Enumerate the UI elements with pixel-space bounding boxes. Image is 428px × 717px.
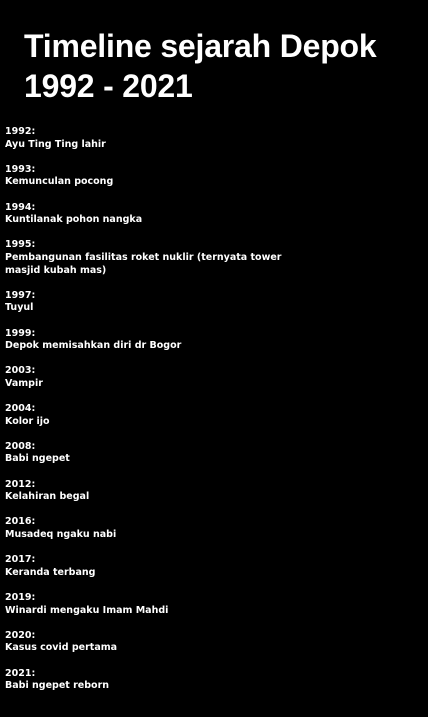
entry-event: Kelahiran begal — [5, 491, 90, 503]
entry-event: Pembangunan fasilitas roket nuklir (ternyata tower masjid kubah mas) — [5, 251, 282, 276]
entry-year: 2003: — [5, 365, 36, 377]
entry-event: Babi ngepet — [5, 453, 70, 465]
entry-event: Kuntilanak pohon nangka — [5, 214, 143, 226]
timeline-entry — [5, 328, 305, 353]
timeline-entry — [5, 239, 305, 277]
timeline-entry — [5, 126, 305, 151]
entry-year: 2017: — [5, 554, 36, 566]
entry-event: Babi ngepet reborn — [5, 680, 110, 692]
timeline-entry — [5, 592, 305, 617]
entry-year: 2016: — [5, 516, 36, 528]
timeline-entry — [5, 403, 305, 428]
entry-year: 1999: — [5, 327, 36, 339]
title-line-1: Timeline sejarah Depok — [24, 28, 377, 64]
timeline-entry — [5, 441, 305, 466]
title-line-2: 1992 - 2021 — [24, 68, 193, 104]
entry-event: Kasus covid pertama — [5, 642, 118, 654]
entry-event: Winardi mengaku Imam Mahdi — [5, 604, 169, 616]
entry-year: 1995: — [5, 239, 36, 251]
timeline-entry — [5, 554, 305, 579]
timeline-entry — [5, 668, 305, 693]
timeline-list — [5, 126, 305, 705]
entry-event: Vampir — [5, 377, 43, 389]
timeline-entry — [5, 479, 305, 504]
entry-year: 2004: — [5, 403, 36, 415]
entry-event: Keranda terbang — [5, 566, 96, 578]
timeline-entry — [5, 202, 305, 227]
page-title — [24, 26, 377, 106]
entry-event: Ayu Ting Ting lahir — [5, 138, 106, 150]
entry-year: 2008: — [5, 440, 36, 452]
entry-year: 2020: — [5, 629, 36, 641]
entry-year: 2019: — [5, 591, 36, 603]
entry-year: 1994: — [5, 201, 36, 213]
entry-year: 1993: — [5, 163, 36, 175]
entry-event: Kolor ijo — [5, 415, 50, 427]
entry-event: Tuyul — [5, 302, 34, 314]
entry-year: 1997: — [5, 289, 36, 301]
timeline-entry — [5, 164, 305, 189]
entry-event: Depok memisahkan diri dr Bogor — [5, 340, 182, 352]
timeline-entry — [5, 630, 305, 655]
timeline-entry — [5, 365, 305, 390]
entry-event: Musadeq ngaku nabi — [5, 529, 117, 540]
timeline-entry — [5, 516, 305, 541]
timeline-entry — [5, 290, 305, 315]
entry-year: 1992: — [5, 126, 36, 137]
entry-event: Kemunculan pocong — [5, 176, 114, 188]
entry-year: 2012: — [5, 478, 36, 490]
entry-year: 2021: — [5, 667, 36, 679]
